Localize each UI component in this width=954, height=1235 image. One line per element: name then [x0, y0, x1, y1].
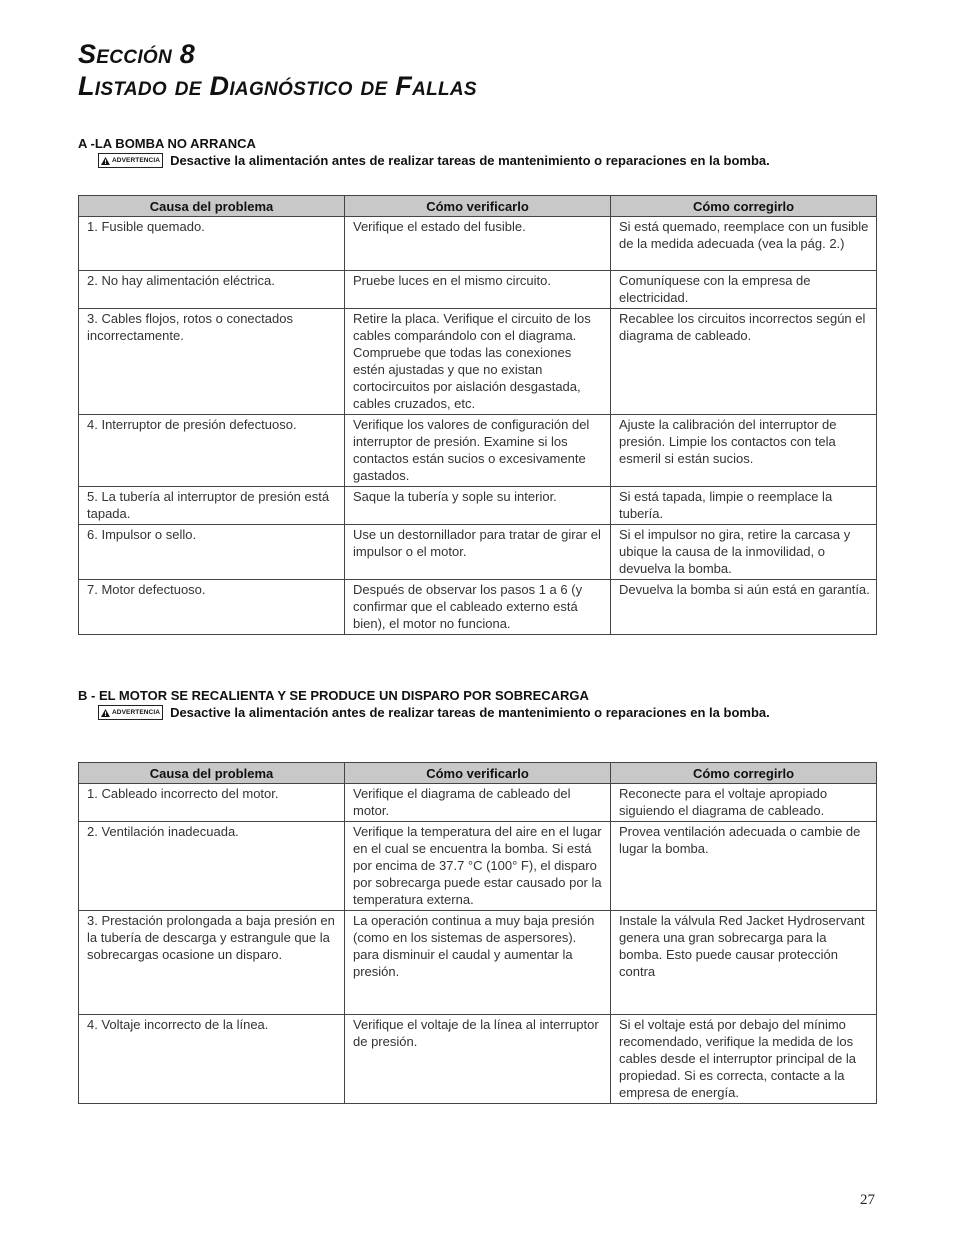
table-header-row: [79, 196, 877, 217]
section-a-title: A -LA BOMBA NO ARRANCA: [78, 136, 256, 151]
table-row: [79, 580, 877, 635]
cell-check: Retire la placa. Verifique el circuito de los cables comparándolo con el diagrama. Compruebe que todas las conexiones estén ajustadas y que no existan cortocircuitos por aislación desgastada, cables cruzados, etc.: [345, 309, 611, 415]
cell-check: Saque la tubería y sople su interior.: [345, 487, 611, 525]
cell-fix: Comuníquese con la empresa de electricidad.: [611, 271, 877, 309]
table-row: [79, 1015, 877, 1104]
cell-cause: 4. Interruptor de presión defectuoso.: [79, 415, 345, 487]
table-row: [79, 309, 877, 415]
cell-check: Verifique el estado del fusible.: [345, 217, 611, 271]
cell-fix: Si está tapada, limpie o reemplace la tubería.: [611, 487, 877, 525]
cell-check: Verifique el diagrama de cableado del motor.: [345, 784, 611, 822]
cell-fix: Si el voltaje está por debajo del mínimo recomendado, verifique la medida de los cables desde el interruptor principal de la propiedad. Si es correcta, contacte a la empresa de energía.: [611, 1015, 877, 1104]
cell-cause: 2. No hay alimentación eléctrica.: [79, 271, 345, 309]
header-fix: Cómo corregirlo: [611, 196, 877, 217]
cell-cause: 3. Prestación prolongada a baja presión en la tubería de descarga y estrangule que la sobrecargas ocasione un disparo.: [79, 911, 345, 1015]
cell-check: Verifique la temperatura del aire en el lugar en el cual se encuentra la bomba. Si está por encima de 37.7 °C (100° F), el disparo por sobrecarga puede estar causado por la temperatura externa.: [345, 822, 611, 911]
cell-check: Después de observar los pasos 1 a 6 (y confirmar que el cableado externo está bien), el motor no funciona.: [345, 580, 611, 635]
warning-triangle-icon: [101, 709, 110, 717]
table-row: [79, 911, 877, 1015]
cell-cause: 2. Ventilación inadecuada.: [79, 822, 345, 911]
page-heading: [78, 38, 477, 102]
cell-check: Verifique los valores de configuración del interruptor de presión. Examine si los contactos están sucios o excesivamente gastados.: [345, 415, 611, 487]
cell-fix: Si está quemado, reemplace con un fusible de la medida adecuada (vea la pág. 2.): [611, 217, 877, 271]
table-row: [79, 822, 877, 911]
warning-badge: [98, 153, 163, 168]
header-fix: Cómo corregirlo: [611, 763, 877, 784]
cell-fix: Instale la válvula Red Jacket Hydroservant genera una gran sobrecarga para la bomba. Esto puede causar protección contra: [611, 911, 877, 1015]
cell-fix: Recablee los circuitos incorrectos según el diagrama de cableado.: [611, 309, 877, 415]
section-b-warning: [98, 705, 770, 720]
warning-text: Desactive la alimentación antes de realizar tareas de mantenimiento o reparaciones en la bomba.: [170, 153, 770, 168]
warning-text: Desactive la alimentación antes de realizar tareas de mantenimiento o reparaciones en la bomba.: [170, 705, 770, 720]
warning-badge: [98, 705, 163, 720]
warning-triangle-icon: [101, 157, 110, 165]
table-a: [78, 195, 877, 635]
cell-check: Verifique el voltaje de la línea al interruptor de presión.: [345, 1015, 611, 1104]
cell-cause: 3. Cables flojos, rotos o conectados incorrectamente.: [79, 309, 345, 415]
table-b: [78, 762, 877, 1104]
heading-title: Listado de Diagnóstico de Fallas: [78, 71, 477, 101]
cell-fix: Ajuste la calibración del interruptor de presión. Limpie los contactos con tela esmeril si están sucios.: [611, 415, 877, 487]
table-row: [79, 487, 877, 525]
cell-check: Pruebe luces en el mismo circuito.: [345, 271, 611, 309]
cell-check: La operación continua a muy baja presión (como en los sistemas de aspersores). para disminuir el caudal y aumentar la presión.: [345, 911, 611, 1015]
header-cause: Causa del problema: [79, 763, 345, 784]
cell-fix: Reconecte para el voltaje apropiado siguiendo el diagrama de cableado.: [611, 784, 877, 822]
table-row: [79, 271, 877, 309]
warning-badge-label: ADVERTENCIA: [112, 709, 161, 716]
cell-fix: Si el impulsor no gira, retire la carcasa y ubique la causa de la inmovilidad, o devuelva la bomba.: [611, 525, 877, 580]
cell-cause: 5. La tubería al interruptor de presión está tapada.: [79, 487, 345, 525]
cell-cause: 6. Impulsor o sello.: [79, 525, 345, 580]
heading-section-number: Sección 8: [78, 39, 196, 69]
table-header-row: [79, 763, 877, 784]
cell-fix: Provea ventilación adecuada o cambie de lugar la bomba.: [611, 822, 877, 911]
cell-cause: 4. Voltaje incorrecto de la línea.: [79, 1015, 345, 1104]
page-number: 27: [860, 1192, 875, 1208]
header-cause: Causa del problema: [79, 196, 345, 217]
header-check: Cómo verificarlo: [345, 196, 611, 217]
cell-cause: 7. Motor defectuoso.: [79, 580, 345, 635]
cell-cause: 1. Cableado incorrecto del motor.: [79, 784, 345, 822]
table-row: [79, 217, 877, 271]
section-a-warning: [98, 153, 770, 168]
warning-badge-label: ADVERTENCIA: [112, 157, 161, 164]
header-check: Cómo verificarlo: [345, 763, 611, 784]
cell-check: Use un destornillador para tratar de girar el impulsor o el motor.: [345, 525, 611, 580]
table-row: [79, 415, 877, 487]
cell-cause: 1. Fusible quemado.: [79, 217, 345, 271]
table-row: [79, 525, 877, 580]
section-b-title: B - EL MOTOR SE RECALIENTA Y SE PRODUCE UN DISPARO POR SOBRECARGA: [78, 688, 589, 703]
table-row: [79, 784, 877, 822]
cell-fix: Devuelva la bomba si aún está en garantía.: [611, 580, 877, 635]
